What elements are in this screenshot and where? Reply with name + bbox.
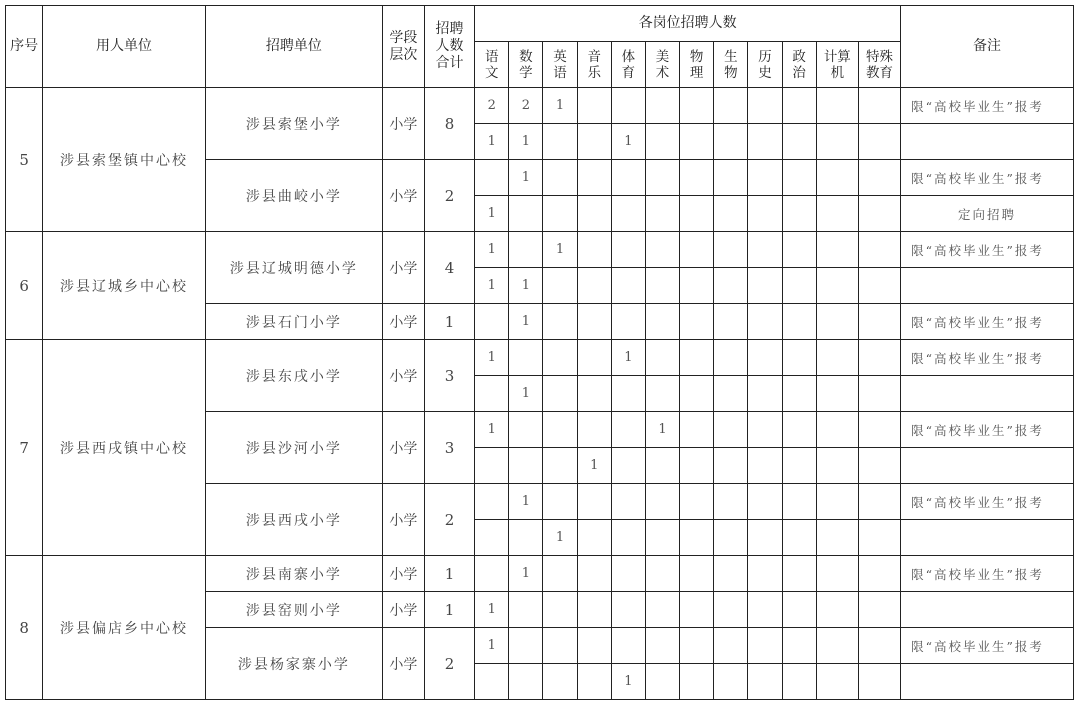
position-count-cell xyxy=(816,412,858,448)
total-cell: 2 xyxy=(424,484,474,556)
position-count-cell xyxy=(748,124,782,160)
position-count-cell xyxy=(543,196,577,232)
level-cell: 小学 xyxy=(382,628,424,700)
position-count-cell: 1 xyxy=(509,484,543,520)
position-count-cell xyxy=(611,448,645,484)
position-count-cell xyxy=(748,160,782,196)
position-count-cell xyxy=(782,520,816,556)
seq-cell: 6 xyxy=(6,232,43,340)
position-count-cell xyxy=(714,412,748,448)
position-count-cell xyxy=(782,556,816,592)
table-row xyxy=(6,88,1074,124)
position-count-cell xyxy=(543,556,577,592)
position-count-cell xyxy=(543,160,577,196)
position-count-cell xyxy=(858,196,900,232)
school-name-cell: 涉县东戌小学 xyxy=(205,340,382,412)
note-cell: 限“高校毕业生”报考 xyxy=(901,628,1074,664)
position-count-cell xyxy=(611,232,645,268)
position-count-cell xyxy=(577,412,611,448)
position-count-cell xyxy=(816,448,858,484)
position-count-cell xyxy=(475,664,509,700)
header-subject: 英语 xyxy=(543,42,577,88)
employer-cell: 涉县辽城乡中心校 xyxy=(43,232,206,340)
position-count-cell xyxy=(782,448,816,484)
position-count-cell: 1 xyxy=(475,232,509,268)
position-count-cell xyxy=(645,448,679,484)
total-cell: 4 xyxy=(424,232,474,304)
position-count-cell xyxy=(577,268,611,304)
position-count-cell: 1 xyxy=(509,304,543,340)
position-count-cell xyxy=(645,520,679,556)
note-cell xyxy=(901,664,1074,700)
position-count-cell xyxy=(680,88,714,124)
position-count-cell xyxy=(714,160,748,196)
position-count-cell xyxy=(858,160,900,196)
header-subject: 体育 xyxy=(611,42,645,88)
note-cell xyxy=(901,376,1074,412)
position-count-cell xyxy=(748,304,782,340)
position-count-cell xyxy=(714,268,748,304)
position-count-cell xyxy=(680,628,714,664)
position-count-cell xyxy=(782,88,816,124)
position-count-cell xyxy=(577,376,611,412)
position-count-cell xyxy=(645,376,679,412)
position-count-cell: 1 xyxy=(611,340,645,376)
employer-cell: 涉县西戌镇中心校 xyxy=(43,340,206,556)
position-count-cell xyxy=(858,592,900,628)
total-cell: 1 xyxy=(424,592,474,628)
position-count-cell: 1 xyxy=(475,268,509,304)
note-cell xyxy=(901,124,1074,160)
header-subject: 生物 xyxy=(714,42,748,88)
school-name-cell: 涉县杨家寨小学 xyxy=(205,628,382,700)
position-count-cell xyxy=(816,232,858,268)
position-count-cell xyxy=(782,376,816,412)
position-count-cell xyxy=(611,556,645,592)
total-cell: 1 xyxy=(424,304,474,340)
position-count-cell xyxy=(611,376,645,412)
position-count-cell xyxy=(858,376,900,412)
header-subject: 美术 xyxy=(645,42,679,88)
position-count-cell xyxy=(475,556,509,592)
seq-cell: 7 xyxy=(6,340,43,556)
note-cell: 限“高校毕业生”报考 xyxy=(901,232,1074,268)
position-count-cell xyxy=(680,268,714,304)
header-subject: 特殊教育 xyxy=(858,42,900,88)
position-count-cell xyxy=(680,160,714,196)
position-count-cell xyxy=(858,484,900,520)
position-count-cell xyxy=(577,196,611,232)
school-name-cell: 涉县窑则小学 xyxy=(205,592,382,628)
position-count-cell xyxy=(543,628,577,664)
position-count-cell xyxy=(816,556,858,592)
header-subject: 音乐 xyxy=(577,42,611,88)
note-cell xyxy=(901,520,1074,556)
position-count-cell xyxy=(714,556,748,592)
note-cell xyxy=(901,592,1074,628)
position-count-cell xyxy=(645,340,679,376)
position-count-cell xyxy=(748,88,782,124)
position-count-cell xyxy=(858,664,900,700)
position-count-cell xyxy=(680,664,714,700)
position-count-cell xyxy=(680,412,714,448)
position-count-cell xyxy=(680,448,714,484)
position-count-cell xyxy=(543,664,577,700)
position-count-cell: 2 xyxy=(475,88,509,124)
school-name-cell: 涉县索堡小学 xyxy=(205,88,382,160)
header-subject: 物理 xyxy=(680,42,714,88)
note-cell: 限“高校毕业生”报考 xyxy=(901,484,1074,520)
level-cell: 小学 xyxy=(382,484,424,556)
position-count-cell xyxy=(816,520,858,556)
position-count-cell xyxy=(680,556,714,592)
position-count-cell xyxy=(475,520,509,556)
table-body xyxy=(6,88,1074,700)
position-count-cell xyxy=(509,448,543,484)
position-count-cell xyxy=(714,520,748,556)
position-count-cell xyxy=(680,376,714,412)
position-count-cell xyxy=(509,232,543,268)
position-count-cell xyxy=(645,88,679,124)
total-cell: 8 xyxy=(424,88,474,160)
position-count-cell xyxy=(858,628,900,664)
total-cell: 2 xyxy=(424,160,474,232)
position-count-cell xyxy=(680,484,714,520)
position-count-cell xyxy=(858,556,900,592)
position-count-cell xyxy=(577,304,611,340)
position-count-cell xyxy=(509,412,543,448)
position-count-cell xyxy=(816,376,858,412)
seq-cell: 5 xyxy=(6,88,43,232)
position-count-cell xyxy=(816,484,858,520)
note-cell: 限“高校毕业生”报考 xyxy=(901,556,1074,592)
position-count-cell xyxy=(577,592,611,628)
position-count-cell xyxy=(475,448,509,484)
position-count-cell xyxy=(858,268,900,304)
header-unit: 招聘单位 xyxy=(205,6,382,88)
position-count-cell xyxy=(543,268,577,304)
position-count-cell xyxy=(645,484,679,520)
position-count-cell xyxy=(645,592,679,628)
school-name-cell: 涉县南寨小学 xyxy=(205,556,382,592)
school-name-cell: 涉县辽城明德小学 xyxy=(205,232,382,304)
position-count-cell xyxy=(714,340,748,376)
position-count-cell xyxy=(577,124,611,160)
position-count-cell: 1 xyxy=(543,88,577,124)
header-subject: 语文 xyxy=(475,42,509,88)
note-cell: 限“高校毕业生”报考 xyxy=(901,88,1074,124)
position-count-cell xyxy=(714,448,748,484)
position-count-cell xyxy=(680,304,714,340)
position-count-cell xyxy=(748,520,782,556)
position-count-cell xyxy=(543,124,577,160)
position-count-cell xyxy=(577,340,611,376)
position-count-cell xyxy=(858,340,900,376)
position-count-cell xyxy=(782,232,816,268)
header-positions-title: 各岗位招聘人数 xyxy=(475,6,901,42)
position-count-cell xyxy=(577,88,611,124)
position-count-cell: 1 xyxy=(543,232,577,268)
position-count-cell xyxy=(714,664,748,700)
position-count-cell: 1 xyxy=(475,412,509,448)
position-count-cell xyxy=(509,340,543,376)
position-count-cell xyxy=(714,592,748,628)
position-count-cell: 1 xyxy=(509,376,543,412)
note-cell: 限“高校毕业生”报考 xyxy=(901,160,1074,196)
position-count-cell xyxy=(748,592,782,628)
header-subject: 政治 xyxy=(782,42,816,88)
header-employer: 用人单位 xyxy=(43,6,206,88)
note-cell: 限“高校毕业生”报考 xyxy=(901,304,1074,340)
position-count-cell xyxy=(611,88,645,124)
position-count-cell xyxy=(816,196,858,232)
table-row xyxy=(6,232,1074,268)
position-count-cell xyxy=(748,448,782,484)
header-subject: 历史 xyxy=(748,42,782,88)
position-count-cell xyxy=(816,628,858,664)
header-seq: 序号 xyxy=(6,6,43,88)
position-count-cell xyxy=(680,124,714,160)
position-count-cell xyxy=(816,268,858,304)
position-count-cell: 1 xyxy=(645,412,679,448)
note-cell xyxy=(901,268,1074,304)
position-count-cell xyxy=(645,556,679,592)
position-count-cell: 1 xyxy=(475,340,509,376)
position-count-cell xyxy=(748,376,782,412)
position-count-cell xyxy=(645,232,679,268)
position-count-cell xyxy=(748,664,782,700)
position-count-cell xyxy=(475,304,509,340)
position-count-cell xyxy=(475,160,509,196)
note-cell: 限“高校毕业生”报考 xyxy=(901,412,1074,448)
recruitment-table xyxy=(5,5,1074,700)
position-count-cell xyxy=(748,196,782,232)
position-count-cell xyxy=(611,592,645,628)
header-notes: 备注 xyxy=(901,6,1074,88)
position-count-cell xyxy=(577,664,611,700)
position-count-cell xyxy=(782,340,816,376)
level-cell: 小学 xyxy=(382,412,424,484)
position-count-cell xyxy=(858,448,900,484)
school-name-cell: 涉县曲峧小学 xyxy=(205,160,382,232)
total-cell: 1 xyxy=(424,556,474,592)
position-count-cell xyxy=(816,340,858,376)
position-count-cell xyxy=(748,232,782,268)
position-count-cell xyxy=(748,412,782,448)
position-count-cell xyxy=(858,124,900,160)
level-cell: 小学 xyxy=(382,232,424,304)
position-count-cell xyxy=(782,124,816,160)
position-count-cell xyxy=(645,160,679,196)
employer-cell: 涉县偏店乡中心校 xyxy=(43,556,206,700)
position-count-cell xyxy=(748,628,782,664)
position-count-cell xyxy=(611,520,645,556)
position-count-cell xyxy=(509,628,543,664)
note-cell: 限“高校毕业生”报考 xyxy=(901,340,1074,376)
position-count-cell xyxy=(680,196,714,232)
position-count-cell xyxy=(816,160,858,196)
position-count-cell: 1 xyxy=(475,124,509,160)
position-count-cell xyxy=(577,556,611,592)
level-cell: 小学 xyxy=(382,556,424,592)
position-count-cell xyxy=(475,376,509,412)
position-count-cell xyxy=(816,664,858,700)
school-name-cell: 涉县石门小学 xyxy=(205,304,382,340)
total-cell: 2 xyxy=(424,628,474,700)
position-count-cell xyxy=(782,196,816,232)
position-count-cell: 1 xyxy=(509,556,543,592)
position-count-cell xyxy=(714,196,748,232)
level-cell: 小学 xyxy=(382,340,424,412)
position-count-cell: 1 xyxy=(577,448,611,484)
position-count-cell xyxy=(782,484,816,520)
position-count-cell: 1 xyxy=(611,124,645,160)
position-count-cell xyxy=(509,664,543,700)
position-count-cell: 1 xyxy=(611,664,645,700)
position-count-cell xyxy=(858,304,900,340)
position-count-cell xyxy=(748,340,782,376)
note-cell: 定向招聘 xyxy=(901,196,1074,232)
position-count-cell xyxy=(611,412,645,448)
level-cell: 小学 xyxy=(382,88,424,160)
table-row xyxy=(6,340,1074,376)
position-count-cell: 1 xyxy=(475,196,509,232)
position-count-cell xyxy=(680,232,714,268)
position-count-cell xyxy=(714,124,748,160)
position-count-cell xyxy=(611,304,645,340)
header-subject: 数学 xyxy=(509,42,543,88)
position-count-cell xyxy=(782,592,816,628)
position-count-cell xyxy=(543,448,577,484)
position-count-cell xyxy=(858,412,900,448)
position-count-cell xyxy=(611,160,645,196)
position-count-cell xyxy=(611,628,645,664)
position-count-cell: 2 xyxy=(509,88,543,124)
position-count-cell xyxy=(680,592,714,628)
position-count-cell xyxy=(714,232,748,268)
level-cell: 小学 xyxy=(382,592,424,628)
position-count-cell xyxy=(577,628,611,664)
position-count-cell xyxy=(543,484,577,520)
seq-cell: 8 xyxy=(6,556,43,700)
school-name-cell: 涉县沙河小学 xyxy=(205,412,382,484)
position-count-cell xyxy=(611,484,645,520)
position-count-cell xyxy=(645,196,679,232)
employer-cell: 涉县索堡镇中心校 xyxy=(43,88,206,232)
note-cell xyxy=(901,448,1074,484)
position-count-cell xyxy=(680,340,714,376)
position-count-cell xyxy=(645,304,679,340)
level-cell: 小学 xyxy=(382,160,424,232)
position-count-cell xyxy=(645,124,679,160)
position-count-cell xyxy=(543,304,577,340)
position-count-cell xyxy=(509,196,543,232)
header-total: 招聘人数合计 xyxy=(424,6,474,88)
total-cell: 3 xyxy=(424,340,474,412)
position-count-cell xyxy=(577,160,611,196)
position-count-cell: 1 xyxy=(509,268,543,304)
position-count-cell xyxy=(782,160,816,196)
position-count-cell xyxy=(577,232,611,268)
position-count-cell xyxy=(543,412,577,448)
school-name-cell: 涉县西戌小学 xyxy=(205,484,382,556)
position-count-cell xyxy=(577,520,611,556)
position-count-cell xyxy=(782,268,816,304)
position-count-cell xyxy=(816,304,858,340)
position-count-cell: 1 xyxy=(543,520,577,556)
position-count-cell xyxy=(577,484,611,520)
position-count-cell xyxy=(782,664,816,700)
position-count-cell xyxy=(475,484,509,520)
header-row-top xyxy=(6,6,1074,42)
position-count-cell xyxy=(645,628,679,664)
position-count-cell xyxy=(748,484,782,520)
position-count-cell xyxy=(748,556,782,592)
position-count-cell xyxy=(645,664,679,700)
position-count-cell xyxy=(611,196,645,232)
position-count-cell xyxy=(714,484,748,520)
position-count-cell xyxy=(543,592,577,628)
position-count-cell: 1 xyxy=(509,160,543,196)
table-row xyxy=(6,556,1074,592)
position-count-cell xyxy=(509,592,543,628)
position-count-cell xyxy=(858,232,900,268)
position-count-cell xyxy=(543,340,577,376)
position-count-cell xyxy=(645,268,679,304)
header-level: 学段层次 xyxy=(382,6,424,88)
position-count-cell xyxy=(714,376,748,412)
position-count-cell xyxy=(543,376,577,412)
level-cell: 小学 xyxy=(382,304,424,340)
position-count-cell xyxy=(714,304,748,340)
position-count-cell xyxy=(509,520,543,556)
position-count-cell xyxy=(816,88,858,124)
total-cell: 3 xyxy=(424,412,474,484)
position-count-cell xyxy=(748,268,782,304)
position-count-cell xyxy=(782,628,816,664)
position-count-cell xyxy=(816,124,858,160)
position-count-cell: 1 xyxy=(509,124,543,160)
position-count-cell xyxy=(858,520,900,556)
position-count-cell: 1 xyxy=(475,592,509,628)
position-count-cell xyxy=(858,88,900,124)
position-count-cell xyxy=(680,520,714,556)
position-count-cell xyxy=(714,88,748,124)
position-count-cell xyxy=(782,412,816,448)
header-subject: 计算机 xyxy=(816,42,858,88)
position-count-cell xyxy=(714,628,748,664)
position-count-cell xyxy=(782,304,816,340)
position-count-cell xyxy=(611,268,645,304)
position-count-cell: 1 xyxy=(475,628,509,664)
position-count-cell xyxy=(816,592,858,628)
